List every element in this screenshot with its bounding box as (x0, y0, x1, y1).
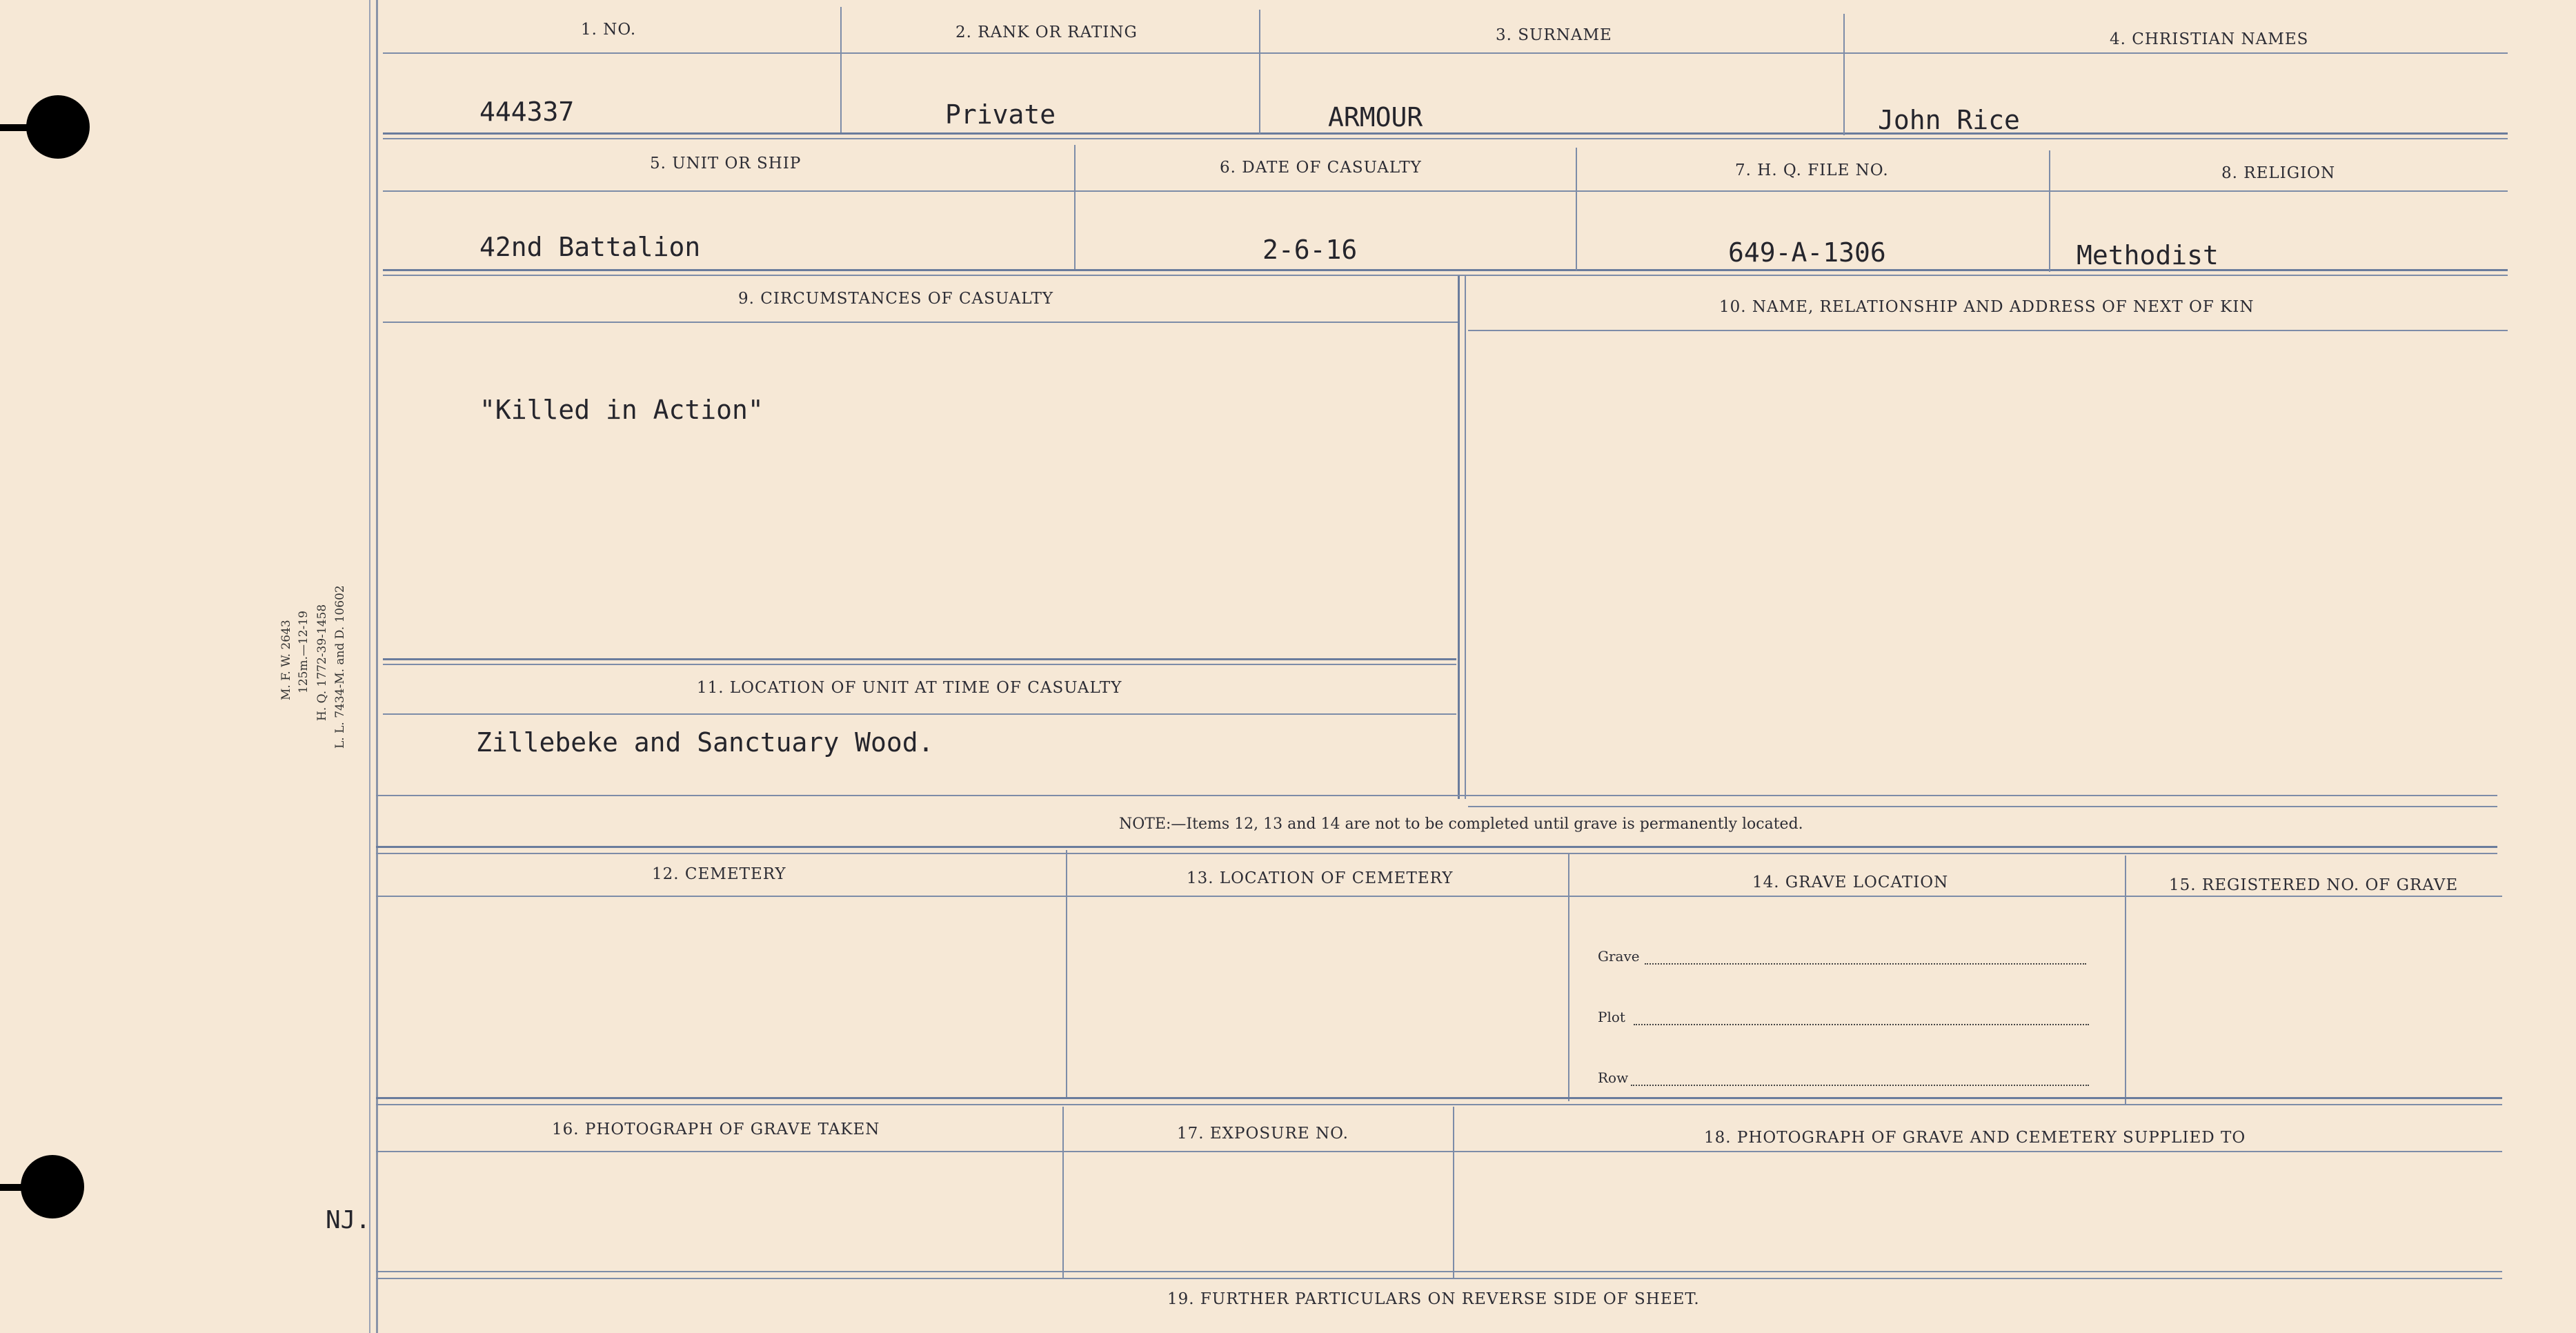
rule (383, 52, 2508, 54)
rule (1843, 14, 1845, 135)
print-code-line-2: 125m.—12-19 (297, 611, 310, 693)
rule (376, 1278, 2502, 1279)
punch-hole-top (26, 95, 90, 159)
rule (1468, 806, 2497, 807)
value-surname: ARMOUR (1328, 102, 1423, 132)
label-exposure-no: 17. EXPOSURE NO. (1177, 1125, 1349, 1143)
label-location-of-cemetery: 13. LOCATION OF CEMETERY (1187, 869, 1454, 887)
plot-line-label: Plot (1598, 1009, 1625, 1025)
value-no: 444337 (479, 97, 575, 127)
rule (1074, 145, 1076, 269)
label-christian-names: 4. CHRISTIAN NAMES (2110, 30, 2309, 48)
value-christian-names: John Rice (1878, 105, 2020, 135)
value-rank: Private (945, 99, 1056, 130)
rule (383, 132, 2508, 135)
grave-line (1645, 963, 2086, 965)
value-circumstances: "Killed in Action" (479, 395, 764, 425)
rule (376, 896, 2502, 897)
value-unit: 42nd Battalion (479, 232, 701, 262)
rule (376, 1151, 2502, 1152)
rule (1062, 1107, 1064, 1278)
label-next-of-kin: 10. NAME, RELATIONSHIP AND ADDRESS OF NEXT OF KIN (1719, 298, 2255, 316)
rule (1568, 853, 1569, 1101)
note-text: NOTE:—Items 12, 13 and 14 are not to be completed until grave is permanently located. (1119, 816, 1803, 833)
rule (383, 664, 1456, 665)
label-circumstances: 9. CIRCUMSTANCES OF CASUALTY (738, 290, 1054, 308)
rule (1576, 148, 1577, 270)
label-grave-location: 14. GRAVE LOCATION (1752, 873, 1949, 891)
rule (383, 275, 2508, 276)
rule (376, 1097, 2502, 1099)
rule (1458, 276, 1460, 799)
label-cemetery: 12. CEMETERY (652, 865, 786, 883)
rule (376, 1271, 2502, 1272)
rule (383, 713, 1456, 715)
margin-rule-inner (369, 0, 370, 1333)
value-location-of-unit: Zillebeke and Sanctuary Wood. (476, 727, 934, 758)
print-code-line-1: M. F. W. 2643 (279, 620, 293, 700)
label-hq-file-no: 7. H. Q. FILE NO. (1735, 161, 1889, 179)
label-unit: 5. UNIT OR SHIP (650, 155, 802, 172)
label-rank: 2. RANK OR RATING (955, 23, 1138, 41)
rule (376, 1104, 2502, 1105)
print-code-line-3: H. Q. 1772-39-1458 (315, 604, 329, 721)
label-photograph-taken: 16. PHOTOGRAPH OF GRAVE TAKEN (552, 1120, 880, 1138)
value-hq-file-no: 649-A-1306 (1728, 237, 1886, 268)
print-code-line-4: L. L. 7434-M. and D. 10602 (333, 585, 347, 749)
rule (1465, 276, 1466, 799)
rule (1468, 330, 2508, 331)
rule (1259, 10, 1260, 134)
rule (376, 795, 2497, 796)
rule (376, 853, 2497, 854)
label-religion: 8. RELIGION (2221, 164, 2336, 182)
rule (2049, 150, 2050, 272)
rule (1453, 1107, 1454, 1278)
grave-line-label: Grave (1598, 948, 1640, 965)
label-no: 1. NO. (581, 21, 637, 39)
rule (383, 322, 1459, 323)
rule (376, 846, 2497, 848)
punch-hole-top-tab (0, 124, 34, 131)
rule (2125, 856, 2126, 1105)
plot-line (1634, 1024, 2089, 1025)
punch-hole-bottom-tab (0, 1184, 31, 1191)
label-surname: 3. SURNAME (1496, 26, 1612, 44)
rule (1066, 850, 1067, 1098)
print-code (273, 585, 369, 759)
rule (383, 138, 2508, 139)
margin-rule (376, 0, 378, 1333)
value-date-of-casualty: 2-6-16 (1262, 235, 1358, 265)
label-location-of-unit: 11. LOCATION OF UNIT AT TIME OF CASUALTY (697, 679, 1122, 697)
row-line (1631, 1085, 2089, 1086)
value-religion: Methodist (2077, 240, 2219, 270)
rule (383, 658, 1456, 660)
rule (383, 190, 2508, 192)
label-date-of-casualty: 6. DATE OF CASUALTY (1220, 159, 1422, 177)
label-further-particulars: 19. FURTHER PARTICULARS ON REVERSE SIDE OF SHEET. (1167, 1290, 1700, 1308)
row-line-label: Row (1598, 1069, 1629, 1086)
rule (840, 7, 842, 132)
label-photograph-supplied: 18. PHOTOGRAPH OF GRAVE AND CEMETERY SUPPLIED TO (1704, 1129, 2246, 1147)
label-registered-no: 15. REGISTERED NO. OF GRAVE (2169, 876, 2459, 894)
margin-initials: NJ. (326, 1206, 371, 1234)
